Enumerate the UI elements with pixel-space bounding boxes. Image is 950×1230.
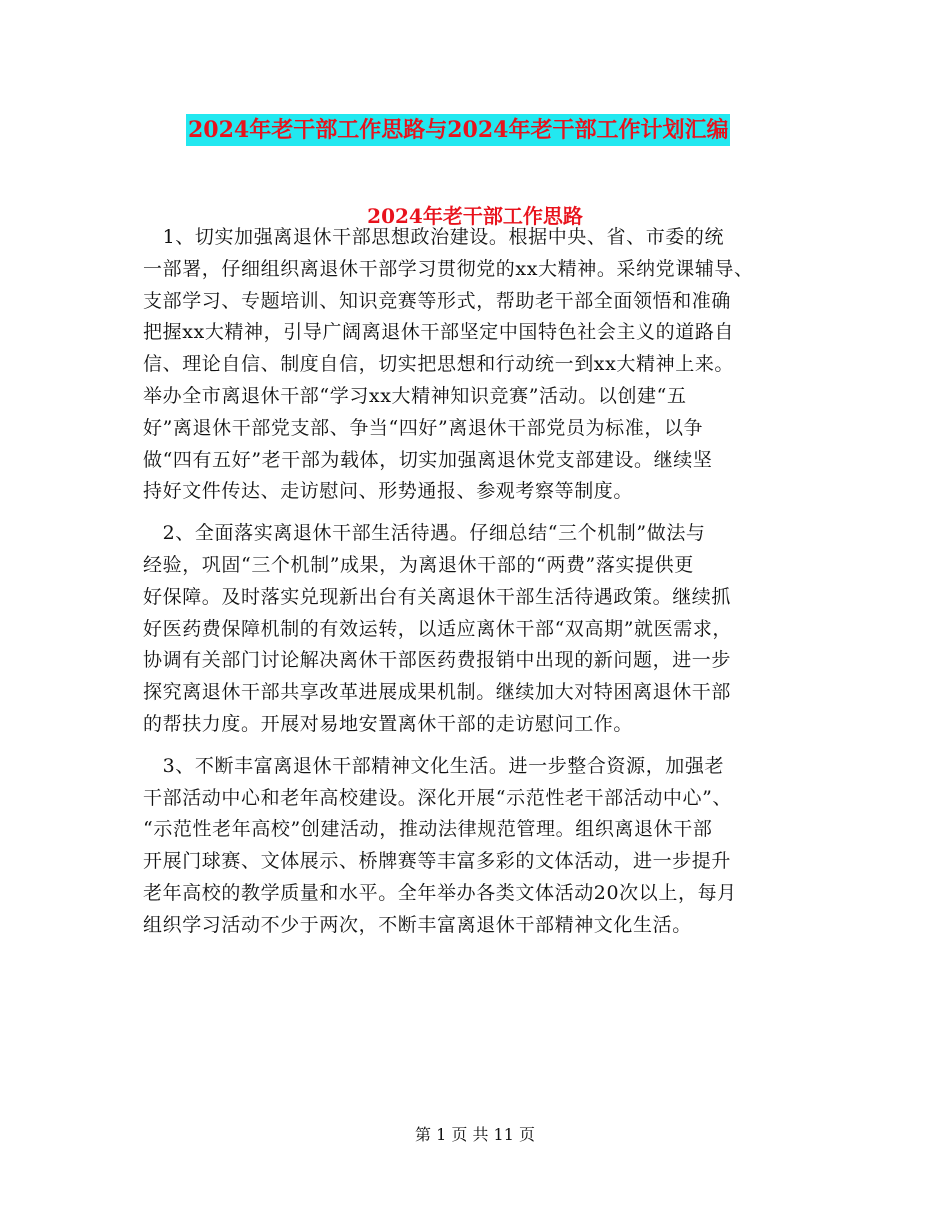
text-line: 好医药费保障机制的有效运转，以适应离休干部“双高期”就医需求， bbox=[143, 617, 733, 640]
text-line: 组织学习活动不少于两次，不断丰富离退休干部精神文化生活。 bbox=[143, 913, 692, 936]
text-line: 支部学习、专题培训、知识竞赛等形式，帮助老干部全面领悟和准确 bbox=[143, 289, 732, 312]
text-line: 把握xx大精神，引导广阔离退休干部坚定中国特色社会主义的道路自 bbox=[143, 321, 735, 344]
text-line: 的帮扶力度。开展对易地安置离休干部的走访慰问工作。 bbox=[143, 712, 634, 735]
text-line: 干部活动中心和老年高校建设。深化开展“示范性老干部活动中心”、 bbox=[143, 786, 733, 809]
paragraph bbox=[143, 751, 823, 942]
text-line: 1、切实加强离退休干部思想政治建设。根据中央、省、市委的统 bbox=[143, 226, 725, 248]
section-title: 2024年老干部工作思路 bbox=[367, 204, 583, 228]
text-line: 2、全面落实离退休干部生活待遇。仔细总结“三个机制”做法与 bbox=[143, 522, 706, 545]
text-line: “示范性老年高校”创建活动，推动法律规范管理。组织离退休干部 bbox=[143, 818, 713, 841]
text-line: 探究离退休干部共享改革进展成果机制。继续加大对特困离退休干部 bbox=[143, 681, 732, 704]
paragraph bbox=[143, 518, 823, 741]
text-line: 经验，巩固“三个机制”成果，为离退休干部的“两费”落实提供更 bbox=[143, 553, 694, 576]
paragraph-gap bbox=[143, 508, 823, 518]
document-title: 2024年老干部工作思路与2024年老干部工作计划汇编 bbox=[186, 114, 730, 146]
text-line: 老年高校的教学质量和水平。全年举办各类文体活动20次以上，每月 bbox=[143, 881, 737, 904]
text-line: 信、理论自信、制度自信，切实把思想和行动统一到xx大精神上来。 bbox=[143, 353, 735, 376]
page-footer: 第 1 页 共 11 页 bbox=[415, 1125, 535, 1144]
text-line: 好保障。及时落实兑现新出台有关离退休干部生活待遇政策。继续抓 bbox=[143, 585, 732, 608]
paragraph bbox=[143, 222, 823, 508]
text-line: 协调有关部门讨论解决离休干部医药费报销中出现的新问题，进一步 bbox=[143, 649, 732, 672]
text-line: 3、不断丰富离退休干部精神文化生活。进一步整合资源，加强老 bbox=[143, 754, 725, 777]
text-line: 持好文件传达、走访慰问、形势通报、参观考察等制度。 bbox=[143, 480, 634, 503]
text-line: 开展门球赛、文体展示、桥牌赛等丰富多彩的文体活动，进一步提升 bbox=[143, 850, 732, 873]
text-line: 好”离退休干部党支部、争当“四好”离退休干部党员为标准，以争 bbox=[143, 416, 704, 439]
paragraph-gap bbox=[143, 741, 823, 751]
text-line: 举办全市离退休干部“学习xx大精神知识竞赛”活动。以创建“五 bbox=[143, 384, 687, 407]
body-text bbox=[143, 222, 823, 942]
text-line: 一部署，仔细组织离退休干部学习贯彻党的xx大精神。采纳党课辅导、 bbox=[143, 257, 754, 280]
text-line: 做“四有五好”老干部为载体，切实加强离退休党支部建设。继续坚 bbox=[143, 448, 713, 471]
